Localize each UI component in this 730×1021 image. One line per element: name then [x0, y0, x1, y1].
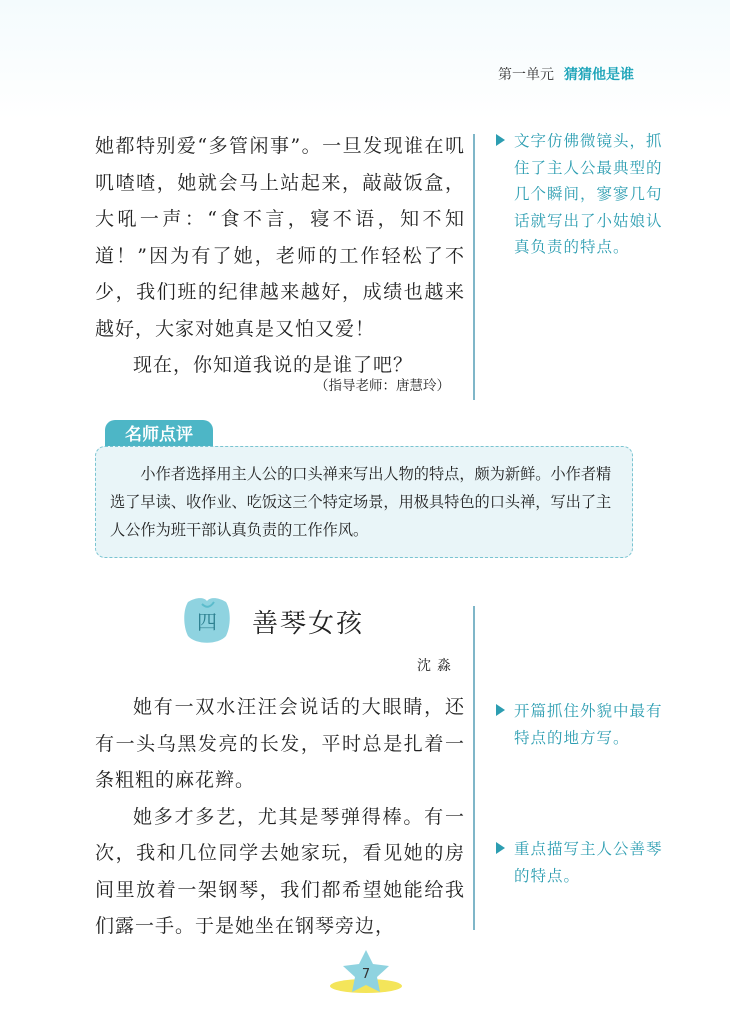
- margin-note-text: 重点描写主人公善琴的特点。: [514, 840, 663, 885]
- margin-note: [496, 698, 664, 751]
- running-header: [498, 64, 634, 84]
- chapter-number-badge-icon: [182, 596, 232, 646]
- essay4-body: [95, 689, 465, 945]
- note-triangle-icon: [496, 134, 505, 146]
- essay3-paragraph: 现在，你知道我说的是谁了吧？: [133, 354, 414, 376]
- essay4-paragraph: 她多才多艺，尤其是琴弹得棒。有一次，我和几位同学去她家玩，看见她的房间里放着一架钢琴，我们都希望她能给我们露一手。于是她坐在钢琴旁边，: [95, 805, 465, 937]
- margin-divider: [473, 606, 475, 930]
- margin-note: [496, 128, 664, 261]
- review-box: [95, 446, 633, 558]
- chapter-title: 善琴女孩: [252, 609, 365, 639]
- margin-note-text: 开篇抓住外貌中最有特点的地方写。: [514, 702, 663, 747]
- unit-label: 第一单元: [498, 67, 554, 83]
- essay3-paragraph: 她都特别爱“多管闲事”。一旦发现谁在叽叽喳喳，她就会马上站起来，敲敲饭盒，大吼一声：“食不言，寝不语，知不知道！”因为有了她，老师的工作轻松了不少，我们班的纪律越来越好，成绩也越来越好，大家对她真是又怕又爱！: [95, 135, 465, 340]
- page-number-star-icon: [328, 948, 404, 994]
- essay3-body: [95, 128, 465, 384]
- margin-note-text: 文字仿佛微镜头，抓住了主人公最典型的几个瞬间，寥寥几句话就写出了小姑娘认真负责的特点。: [514, 132, 663, 256]
- essay4-paragraph: 她有一双水汪汪会说话的大眼睛，还有一头乌黑发亮的长发，平时总是扎着一条粗粗的麻花辫。: [95, 696, 465, 791]
- chapter-number: 四: [197, 610, 217, 634]
- margin-note: [496, 836, 664, 889]
- note-triangle-icon: [496, 704, 505, 716]
- note-triangle-icon: [496, 842, 505, 854]
- margin-divider: [473, 134, 475, 400]
- teacher-credit: （指导老师：唐慧玲）: [315, 378, 450, 394]
- unit-title: 猜猜他是谁: [564, 67, 634, 83]
- review-text: 小作者选择用主人公的口头禅来写出人物的特点，颇为新鲜。小作者精选了早读、收作业、吃饭这三个特定场景，用极具特色的口头禅，写出了主人公作为班干部认真负责的工作作风。: [110, 465, 612, 539]
- page-number: 7: [361, 967, 371, 982]
- author-name: 沈淼: [417, 658, 457, 674]
- review-label: 名师点评: [105, 420, 213, 450]
